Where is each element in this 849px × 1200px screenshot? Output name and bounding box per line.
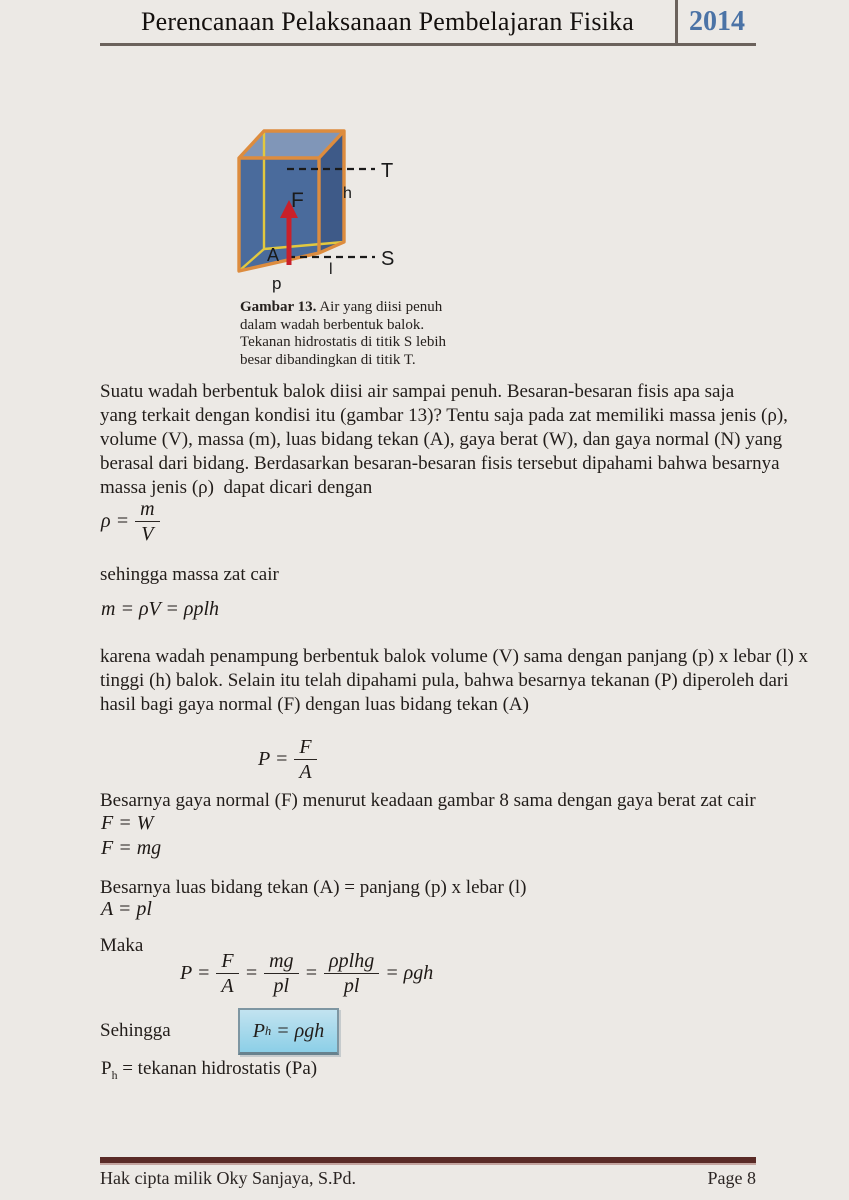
- fraction-numerator: mg: [269, 950, 294, 972]
- formula-apl: A = pl: [101, 898, 152, 920]
- label-S: S: [381, 248, 395, 270]
- figure-caption-number: Gambar 13.: [240, 299, 317, 315]
- fraction-denominator: pl: [264, 973, 298, 997]
- fraction: [216, 950, 238, 997]
- formula-derivation: [180, 950, 433, 997]
- fraction-numerator: m: [140, 498, 155, 520]
- page-footer: [100, 1168, 756, 1189]
- boxed-formula-symbol: P: [252, 1019, 265, 1042]
- formula-pressure-lhs: P =: [258, 748, 289, 770]
- figure-caption-line1: Air yang diisi penuh: [316, 299, 443, 315]
- boxed-formula-subscript: h: [264, 1023, 272, 1038]
- figure-caption-line3: Tekanan hidrostatis di titik S lebih: [240, 334, 447, 350]
- boxed-formula-rest: = ρgh: [276, 1019, 325, 1042]
- boxed-formula-hydrostatic: [238, 1008, 339, 1055]
- equals-sign: =: [304, 962, 319, 984]
- figure-caption-line4: besar dibandingkan di titik T.: [240, 351, 416, 368]
- label-l: l: [329, 261, 333, 278]
- paragraph-line: tinggi (h) balok. Selain itu telah dipahami pula, bahwa besarnya tekanan (P) diperoleh dari: [100, 670, 789, 691]
- paragraph-line: karena wadah penampung berbentuk balok volume (V) sama dengan panjang (p) x lebar (l) x: [100, 646, 809, 667]
- figure-caption-line2: dalam wadah berbentuk balok.: [240, 316, 425, 333]
- text-luas-bidang: Besarnya luas bidang tekan (A) = panjang (p) x lebar (l): [100, 877, 527, 898]
- ph-subscript: h: [111, 1068, 118, 1082]
- figure-diagram: [215, 108, 410, 308]
- label-T: T: [381, 160, 394, 182]
- fraction-denominator: pl: [324, 973, 379, 997]
- text-sehingga-massa: sehingga massa zat cair: [100, 564, 279, 585]
- paragraph-line: berasal dari bidang. Berdasarkan besaran-besaran fisis tersebut dipahami bahwa besarnya: [100, 453, 780, 474]
- fraction: [294, 736, 316, 783]
- fraction-numerator: F: [299, 736, 312, 758]
- formula-derivation-tail: = ρgh: [385, 962, 434, 984]
- fraction-numerator: F: [221, 950, 234, 972]
- figure-caption: [240, 299, 490, 369]
- label-A: A: [267, 245, 280, 265]
- ph-rest: = tekanan hidrostatis (Pa): [117, 1058, 318, 1079]
- header-title: Perencanaan Pelaksanaan Pembelajaran Fisika: [140, 7, 634, 36]
- footer-page-number: Page 8: [707, 1168, 756, 1188]
- formula-fmg: F = mg: [101, 837, 162, 859]
- formula-density-lhs: ρ =: [101, 510, 130, 532]
- footer-rule: [100, 1157, 756, 1165]
- paragraph-line: Suatu wadah berbentuk balok diisi air sampai penuh. Besaran-besaran fisis apa saja: [100, 381, 735, 402]
- fraction-denominator: V: [135, 521, 159, 545]
- fraction-numerator: ρplhg: [329, 950, 375, 972]
- paragraph-line: massa jenis (ρ) dapat dicari dengan: [100, 477, 373, 498]
- paragraph-intro: [100, 380, 788, 500]
- fraction-denominator: A: [216, 973, 238, 997]
- fraction: [264, 950, 298, 997]
- ph-symbol: P: [101, 1058, 112, 1079]
- formula-mass: m = ρV = ρplh: [101, 598, 220, 620]
- paragraph-volume: [100, 645, 808, 717]
- label-F-icon: F: [291, 189, 304, 212]
- fraction: [135, 498, 159, 545]
- paragraph-line: yang terkait dengan kondisi itu (gambar 13)? Tentu saja pada zat memiliki massa jenis (ρ),: [100, 405, 788, 426]
- text-maka: Maka: [100, 935, 144, 956]
- formula-fw: F = W: [101, 812, 154, 834]
- paragraph-line: hasil bagi gaya normal (F) dengan luas bidang tekan (A): [100, 694, 529, 715]
- header-year: 2014: [689, 6, 745, 37]
- page-header: [100, 0, 756, 46]
- fraction-denominator: A: [294, 759, 316, 783]
- text-ph-legend: [101, 1057, 317, 1088]
- fraction: [324, 950, 379, 997]
- label-p: p: [272, 274, 282, 293]
- footer-copyright: Hak cipta milik Oky Sanjaya, S.Pd.: [100, 1168, 356, 1188]
- paragraph-line: volume (V), massa (m), luas bidang tekan (A), gaya berat (W), dan gaya normal (N) yang: [100, 429, 783, 450]
- equals-sign: =: [244, 962, 259, 984]
- formula-pressure: [258, 736, 317, 783]
- formula-derivation-lhs: P =: [180, 962, 211, 984]
- text-gaya-normal: Besarnya gaya normal (F) menurut keadaan gambar 8 sama dengan gaya berat zat cair: [100, 790, 756, 811]
- label-h: h: [343, 185, 352, 202]
- text-sehingga: Sehingga: [100, 1020, 171, 1041]
- formula-density: [101, 498, 160, 545]
